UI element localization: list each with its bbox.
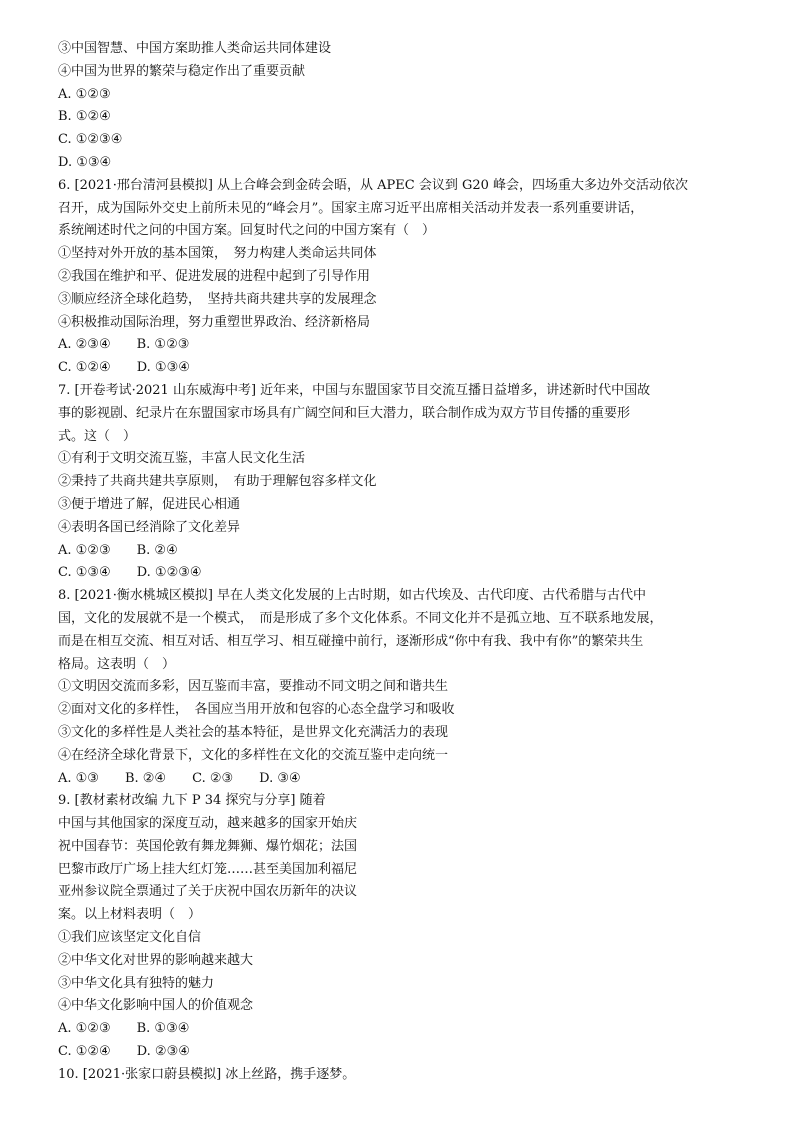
text-line: ③中国智慧、中国方案助推人类命运共同体建设	[58, 41, 332, 56]
text-line: C. ①②④ D. ①③④	[58, 360, 190, 376]
text-line: 格局。这表明（ ）	[58, 656, 176, 672]
text-line: ①坚持对外开放的基本国策， 努力构建人类命运共同体	[58, 246, 377, 262]
text-line: ④在经济全球化背景下，文化的多样性在文化的交流互鉴中走向统一	[58, 747, 449, 763]
text-line: ③便于增进了解，促进民心相通	[58, 496, 241, 512]
text-line: A. ①③ B. ②④ C. ②③ D. ③④	[58, 770, 301, 786]
text-line: 召开，成为国际外交史上前所未见的“峰会月”。国家主席习近平出席相关活动并发表一系列重要讲话，	[58, 200, 644, 216]
text-line: 祝中国春节：英国伦敦有舞龙舞狮、爆竹烟花；法国	[58, 838, 358, 854]
text-line: ①我们应该坚定文化自信	[58, 930, 202, 946]
text-line: 7. [开卷考试·2021 山东威海中考] 近年来，中国与东盟国家节目交流互播日益增多，讲述新时代中国故	[58, 382, 651, 398]
text-line: ④表明各国已经消除了文化差异	[58, 519, 241, 535]
text-line: D. ①③④	[58, 154, 112, 170]
text-line: ③顺应经济全球化趋势， 坚持共商共建共享的发展理念	[58, 291, 377, 307]
text-line: 巴黎市政厅广场上挂大红灯笼……甚至美国加利福尼	[58, 861, 358, 877]
text-line: A. ①②③ B. ①③④	[58, 1021, 190, 1037]
text-line: ④积极推动国际治理，努力重塑世界政治、经济新格局	[58, 314, 371, 330]
text-line: C. ①②④ D. ②③④	[58, 1044, 190, 1060]
text-line: A. ②③④ B. ①②③	[58, 337, 190, 353]
text-line: ②中华文化对世界的影响越来越大	[58, 952, 254, 968]
text-line: ②我国在维护和平、促进发展的进程中起到了引导作用	[58, 268, 371, 284]
text-line: ①文明因交流而多彩，因互鉴而丰富，要推动不同文明之间和谐共生	[58, 679, 449, 695]
text-line: ②面对文化的多样性， 各国应当用开放和包容的心态全盘学习和吸收	[58, 702, 455, 718]
text-line: 9. [教材素材改编 九下 P 34 探究与分享] 随着	[58, 793, 326, 809]
text-line: ④中国为世界的繁荣与稳定作出了重要贡献	[58, 63, 306, 79]
text-line: 8. [2021·衡水桃城区模拟] 早在人类文化发展的上古时期，如古代埃及、古代印度、古代希腊与古代中	[58, 588, 647, 604]
document-page	[58, 38, 738, 1087]
text-line: 国，文化的发展就不是一个模式， 而是形成了多个文化体系。不同文化并不是孤立地、互不联系地发展，	[58, 610, 663, 626]
text-line: C. ①③④ D. ①②③④	[58, 565, 202, 581]
text-line: 案。以上材料表明（ ）	[58, 907, 202, 923]
text-line: ③文化的多样性是人类社会的基本特征，是世界文化充满活力的表现	[58, 724, 449, 740]
text-line: A. ①②③	[58, 86, 111, 102]
text-line: 10. [2021·张家口蔚县模拟] 冰上丝路，携手逐梦。	[58, 1066, 356, 1082]
text-line: ④中华文化影响中国人的价值观念	[58, 998, 254, 1014]
text-line: B. ①②④	[58, 109, 111, 125]
text-line: ②秉持了共商共建共享原则， 有助于理解包容多样文化	[58, 474, 377, 490]
text-line: 式。这（ ）	[58, 428, 137, 444]
text-line: 6. [2021·邢台清河县模拟] 从上合峰会到金砖会晤，从 APEC 会议到 G20 峰会，四场重大多边外交活动依次	[58, 177, 689, 193]
text-line: A. ①②③ B. ②④	[58, 542, 178, 558]
text-line: ①有利于文明交流互鉴，丰富人民文化生活	[58, 451, 306, 467]
text-line: 而是在相互交流、相互对话、相互学习、相互碰撞中前行，逐渐形成“你中有我、我中有你”的繁荣共生	[58, 633, 644, 649]
text-line: ③中华文化具有独特的魅力	[58, 975, 215, 991]
text-line: 事的影视剧、纪录片在东盟国家市场具有广阔空间和巨大潜力，联合制作成为双方节目传播的重要形	[58, 405, 631, 421]
text-line: 亚州参议院全票通过了关于庆祝中国农历新年的决议	[58, 884, 358, 900]
text-line: 中国与其他国家的深度互动，越来越多的国家开始庆	[58, 816, 358, 832]
text-line: 系统阐述时代之问的中国方案。回复时代之问的中国方案有（ ）	[58, 223, 436, 239]
text-line: C. ①②③④	[58, 132, 123, 148]
